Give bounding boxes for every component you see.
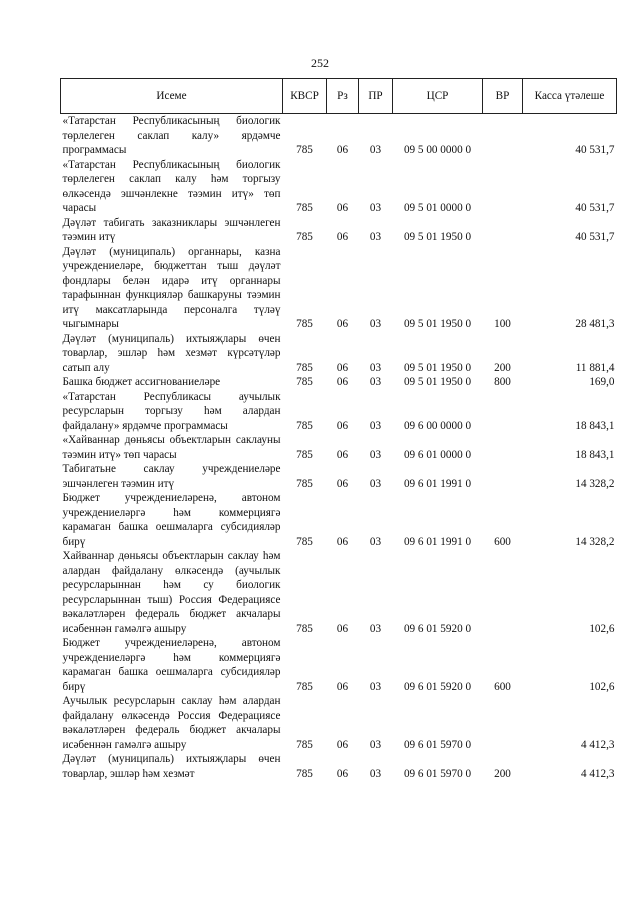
table-row — [61, 390, 617, 434]
rz-cell: 06 — [336, 202, 349, 214]
table-row — [61, 636, 617, 694]
pr-cell: 03 — [369, 477, 382, 490]
table-row — [61, 462, 617, 491]
rz-cell: 06 — [336, 376, 349, 388]
pr-cell: 03 — [369, 202, 382, 214]
table-row — [61, 216, 617, 245]
vr-cell — [483, 433, 523, 462]
rz-cell: 06 — [336, 361, 349, 374]
row-name-cell: «Татарстан Республикасының биологик төрлелеген саклап калу» ярдәмче программасы — [62, 115, 281, 156]
row-name-cell: Аучылык ресурсларын саклау һәм алардан файдалану өлкәсендә Россия Федерациясе вәкаләтләрен федераль бюджет акчалары исәбеннән гамәлгә ашыру — [62, 695, 281, 751]
row-name-cell: «Хайваннар дөньясы объектларын саклауны тәэмин итү» төп чарасы — [62, 434, 281, 461]
table-row — [61, 245, 617, 332]
vr-cell — [483, 462, 523, 491]
vr-cell: 200 — [494, 361, 511, 374]
row-name-cell: Хайваннар дөньясы объектларын саклау һәм алардан файдалану өлкәсендә (аучылык ресурсларыннан һәм су биологик ресурсларыннан тыш) Россия Федерациясе вәкаләтләрен федераль бюджет акчалары исәбеннән гамәлгә ашыру — [62, 550, 281, 635]
pr-cell: 03 — [369, 622, 382, 635]
kvsr-cell: 785 — [296, 680, 313, 693]
kvsr-cell: 785 — [296, 622, 313, 635]
rz-cell: 06 — [336, 318, 349, 330]
vr-cell: 200 — [494, 767, 511, 780]
table-row — [61, 114, 617, 158]
csr-cell: 09 5 00 0000 0 — [403, 144, 472, 156]
row-name-cell: Дәүләт (муниципаль) ихтыяҗлары өчен товарлар, эшләр һәм хезмәт — [62, 753, 281, 780]
row-name-cell: Дәүләт (муниципаль) ихтыяҗлары өчен товарлар, эшләр һәм хезмәт күрсәтүләр сатып алу — [62, 332, 281, 374]
amount-cell: 102,6 — [589, 680, 615, 693]
pr-cell: 03 — [369, 680, 382, 693]
row-name-cell: «Татарстан Республикасының биологик төрлелеген саклап калу һәм торгызу өлкәсендә эшчәнлекне тәэмин итү» төп чарасы — [62, 158, 281, 214]
vr-cell: 600 — [494, 680, 511, 693]
rz-cell: 06 — [336, 419, 349, 432]
row-name-cell: Дәүләт табигать заказниклары эшчәнлеген тәэмин итү — [62, 216, 281, 243]
vr-cell — [483, 216, 523, 245]
amount-cell: 4 412,3 — [580, 767, 615, 780]
row-name-cell: Табигатьне саклау учреждениеләре эшчәнлеген тәэмин итү — [62, 463, 281, 490]
kvsr-cell: 785 — [296, 376, 313, 388]
csr-cell: 09 6 00 0000 0 — [403, 419, 472, 432]
pr-cell: 03 — [369, 419, 382, 432]
table-body — [61, 114, 617, 782]
column-header-vr: ВР — [483, 79, 523, 114]
vr-cell — [483, 694, 523, 752]
table-header-row — [61, 79, 617, 114]
table-row — [61, 549, 617, 636]
amount-cell: 18 843,1 — [575, 419, 615, 432]
csr-cell: 09 5 01 1950 0 — [403, 376, 472, 388]
csr-cell: 09 5 01 1950 0 — [403, 318, 472, 330]
amount-cell: 169,0 — [589, 376, 615, 388]
row-name-cell: Дәүләт (муниципаль) органнары, казна учреждениеләре, бюджеттан тыш дәүләт фондлары белән идарә итү органнары тарафыннан функцияләр башкаруны тәэмин итү максатларында персоналга түләү чыгымнары — [62, 245, 281, 330]
kvsr-cell: 785 — [296, 361, 313, 374]
amount-cell: 28 481,3 — [575, 318, 615, 330]
amount-cell: 102,6 — [589, 622, 615, 635]
vr-cell: 800 — [494, 376, 511, 388]
vr-cell — [483, 158, 523, 216]
rz-cell: 06 — [336, 767, 349, 780]
amount-cell: 14 328,2 — [575, 535, 615, 548]
column-header-name: Исеме — [61, 79, 283, 114]
amount-cell: 18 843,1 — [575, 448, 615, 461]
pr-cell: 03 — [369, 231, 382, 243]
csr-cell: 09 5 01 1950 0 — [403, 231, 472, 243]
vr-cell: 600 — [494, 535, 511, 548]
pr-cell: 03 — [369, 361, 382, 374]
kvsr-cell: 785 — [296, 767, 313, 780]
rz-cell: 06 — [336, 622, 349, 635]
csr-cell: 09 6 01 5970 0 — [403, 767, 472, 780]
kvsr-cell: 785 — [296, 535, 313, 548]
rz-cell: 06 — [336, 144, 349, 156]
rz-cell: 06 — [336, 477, 349, 490]
vr-cell — [483, 114, 523, 158]
kvsr-cell: 785 — [296, 738, 313, 751]
pr-cell: 03 — [369, 767, 382, 780]
column-header-kvsr: КВСР — [283, 79, 327, 114]
vr-cell — [483, 390, 523, 434]
kvsr-cell: 785 — [296, 448, 313, 461]
rz-cell: 06 — [336, 535, 349, 548]
pr-cell: 03 — [369, 738, 382, 751]
amount-cell: 4 412,3 — [580, 738, 615, 751]
csr-cell: 09 6 01 1991 0 — [403, 477, 472, 490]
pr-cell: 03 — [369, 144, 382, 156]
row-name-cell: «Татарстан Республикасы аучылык ресурсларын торгызу һәм алардан файдалану» ярдәмче программасы — [62, 390, 281, 432]
csr-cell: 09 5 01 1950 0 — [403, 361, 472, 374]
vr-cell: 100 — [494, 318, 511, 330]
page-number: 252 — [311, 56, 329, 70]
amount-cell: 40 531,7 — [575, 231, 615, 243]
kvsr-cell: 785 — [296, 318, 313, 330]
kvsr-cell: 785 — [296, 477, 313, 490]
csr-cell: 09 5 01 0000 0 — [403, 202, 472, 214]
amount-cell: 40 531,7 — [575, 202, 615, 214]
csr-cell: 09 6 01 0000 0 — [403, 448, 472, 461]
row-name-cell: Башка бюджет ассигнованиеләре — [62, 376, 221, 388]
column-header-rz: Рз — [327, 79, 359, 114]
table-row — [61, 433, 617, 462]
vr-cell — [483, 549, 523, 636]
table-row — [61, 752, 617, 781]
pr-cell: 03 — [369, 535, 382, 548]
amount-cell: 14 328,2 — [575, 477, 615, 490]
csr-cell: 09 6 01 5970 0 — [403, 738, 472, 751]
budget-table — [60, 78, 617, 781]
row-name-cell: Бюджет учреждениеләренә, автоном учреждениеләргә һәм коммерциягә карамаган башка оешмаларга субсидияләр бирү — [62, 492, 281, 548]
rz-cell: 06 — [336, 680, 349, 693]
amount-cell: 40 531,7 — [575, 144, 615, 156]
pr-cell: 03 — [369, 318, 382, 330]
row-name-cell: Бюджет учреждениеләренә, автоном учреждениеләргә һәм коммерциягә карамаган башка оешмаларга субсидияләр бирү — [62, 637, 281, 693]
kvsr-cell: 785 — [296, 231, 313, 243]
pr-cell: 03 — [369, 448, 382, 461]
rz-cell: 06 — [336, 448, 349, 461]
csr-cell: 09 6 01 1991 0 — [403, 535, 472, 548]
table-row — [61, 332, 617, 376]
csr-cell: 09 6 01 5920 0 — [403, 622, 472, 635]
table-row — [61, 158, 617, 216]
table-row — [61, 694, 617, 752]
table-row — [61, 491, 617, 549]
rz-cell: 06 — [336, 738, 349, 751]
rz-cell: 06 — [336, 231, 349, 243]
amount-cell: 11 881,4 — [575, 361, 615, 374]
column-header-pr: ПР — [359, 79, 393, 114]
column-header-csr: ЦСР — [393, 79, 483, 114]
column-header-kassa: Касса үтәлеше — [523, 79, 617, 114]
csr-cell: 09 6 01 5920 0 — [403, 680, 472, 693]
kvsr-cell: 785 — [296, 419, 313, 432]
pr-cell: 03 — [369, 376, 382, 388]
kvsr-cell: 785 — [296, 144, 313, 156]
kvsr-cell: 785 — [296, 202, 313, 214]
table-row — [61, 375, 617, 390]
